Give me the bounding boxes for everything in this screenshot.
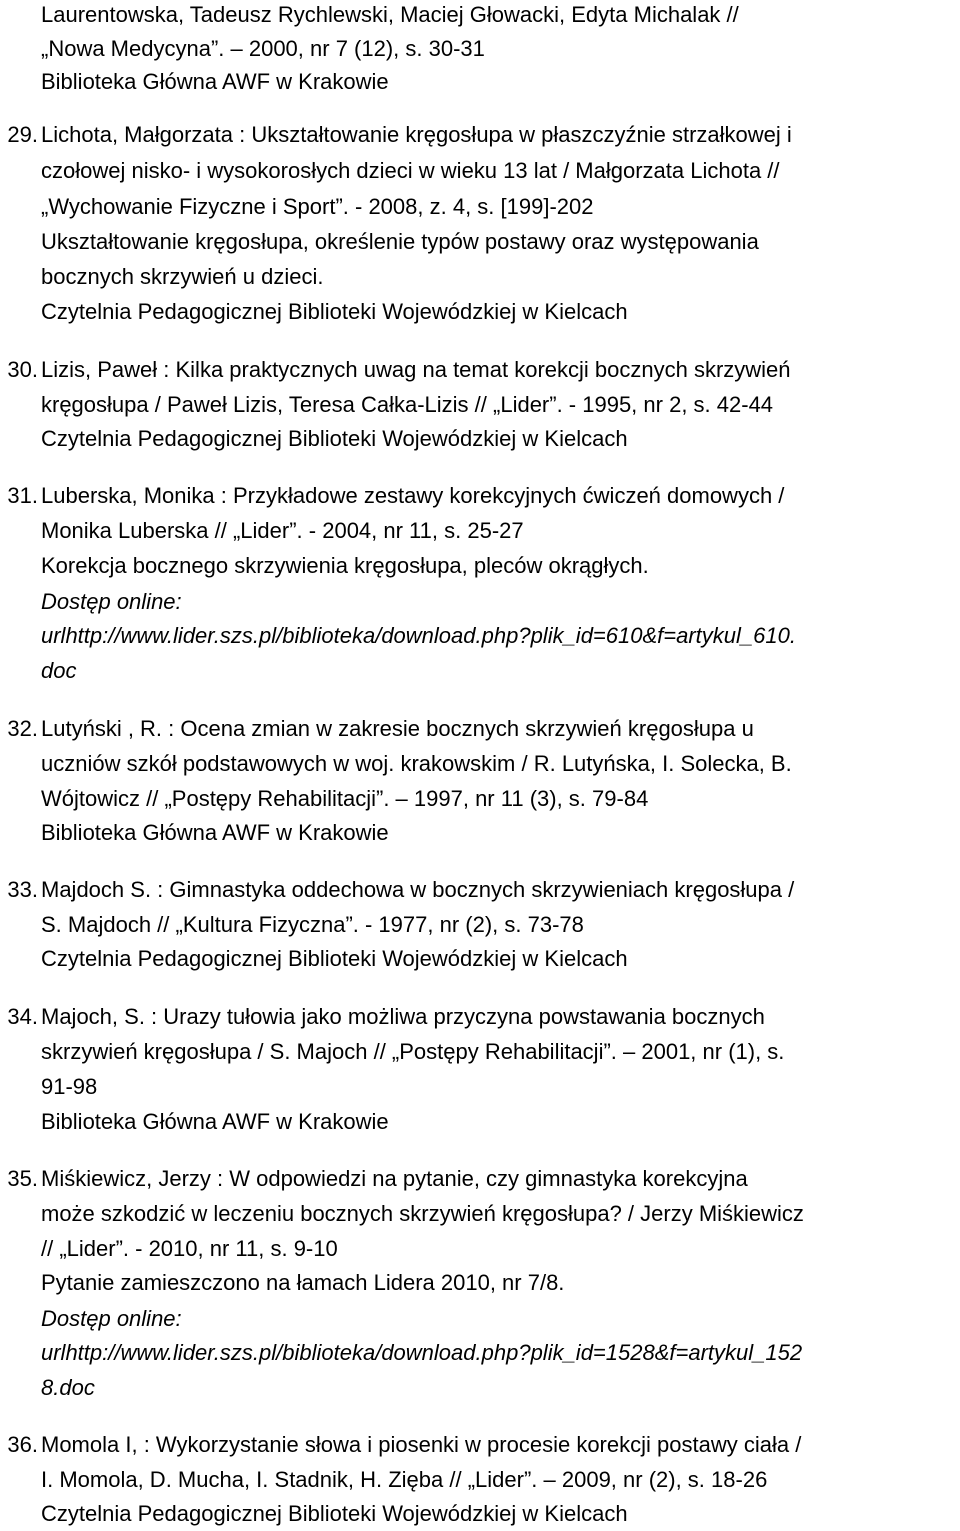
access-online-label: Dostęp online: [41,589,182,614]
entry-line: Laurentowska, Tadeusz Rychlewski, Maciej Głowacki, Edyta Michalak // [41,2,739,27]
entry-line: S. Majdoch // „Kultura Fizyczna”. - 1977, nr (2), s. 73-78 [41,912,584,937]
entry-annotation: Ukształtowanie kręgosłupa, określenie typów postawy oraz występowania [41,229,759,254]
entry-url[interactable]: urlhttp://www.lider.szs.pl/biblioteka/download.php?plik_id=1528&f=artykul_152 [41,1340,803,1365]
entry-location: Czytelnia Pedagogicznej Biblioteki Wojewódzkiej w Kielcach [41,299,628,324]
entry-line: „Wychowanie Fizyczne i Sport”. - 2008, z. 4, s. [199]-202 [41,194,594,219]
entry-number: 29. [7,122,38,147]
entry-line: Monika Luberska // „Lider”. - 2004, nr 11, s. 25-27 [41,518,524,543]
entry-line: // „Lider”. - 2010, nr 11, s. 9-10 [41,1236,338,1261]
entry-line: uczniów szkół podstawowych w woj. krakowskim / R. Lutyńska, I. Solecka, B. [41,751,792,776]
entry-url-continued[interactable]: doc [41,658,77,683]
entry-url-continued[interactable]: 8.doc [41,1375,95,1400]
entry-line: Miśkiewicz, Jerzy : W odpowiedzi na pytanie, czy gimnastyka korekcyjna [41,1166,748,1191]
entry-number: 36. [7,1432,38,1457]
entry-line: Lizis, Paweł : Kilka praktycznych uwag na temat korekcji bocznych skrzywień [41,357,791,382]
entry-annotation: bocznych skrzywień u dzieci. [41,264,324,289]
access-online-label: Dostęp online: [41,1306,182,1331]
entry-number: 30. [7,357,38,382]
entry-annotation: Korekcja bocznego skrzywienia kręgosłupa, pleców okrągłych. [41,553,649,578]
entry-line: 91-98 [41,1074,98,1099]
entry-location: Czytelnia Pedagogicznej Biblioteki Wojewódzkiej w Kielcach [41,946,628,971]
entry-line: Lutyński , R. : Ocena zmian w zakresie bocznych skrzywień kręgosłupa u [41,716,754,741]
entry-line: Majoch, S. : Urazy tułowia jako możliwa przyczyna powstawania bocznych [41,1004,765,1029]
entry-line: czołowej nisko- i wysokorosłych dzieci w wieku 13 lat / Małgorzata Lichota // [41,158,780,183]
entry-annotation: Pytanie zamieszczono na łamach Lidera 2010, nr 7/8. [41,1270,565,1295]
entry-location: Czytelnia Pedagogicznej Biblioteki Wojewódzkiej w Kielcach [41,426,628,451]
entry-line: Majdoch S. : Gimnastyka oddechowa w bocznych skrzywieniach kręgosłupa / [41,877,795,902]
entry-location: Czytelnia Pedagogicznej Biblioteki Wojewódzkiej w Kielcach [41,1501,628,1526]
entry-line: Momola I, : Wykorzystanie słowa i piosenki w procesie korekcji postawy ciała / [41,1432,802,1457]
entry-line: I. Momola, D. Mucha, I. Stadnik, H. Zięba // „Lider”. – 2009, nr (2), s. 18-26 [41,1467,768,1492]
entry-line: kręgosłupa / Paweł Lizis, Teresa Całka-Lizis // „Lider”. - 1995, nr 2, s. 42-44 [41,392,774,417]
entry-number: 35. [7,1166,38,1191]
entry-number: 31. [7,483,38,508]
entry-location: Biblioteka Główna AWF w Krakowie [41,69,389,94]
entry-location: Biblioteka Główna AWF w Krakowie [41,820,389,845]
entry-line: Luberska, Monika : Przykładowe zestawy korekcyjnych ćwiczeń domowych / [41,483,785,508]
entry-line: skrzywień kręgosłupa / S. Majoch // „Postępy Rehabilitacji”. – 2001, nr (1), s. [41,1039,785,1064]
entry-number: 34. [7,1004,38,1029]
entry-number: 32. [7,716,38,741]
entry-location: Biblioteka Główna AWF w Krakowie [41,1109,389,1134]
entry-line: Lichota, Małgorzata : Ukształtowanie kręgosłupa w płaszczyźnie strzałkowej i [41,122,792,147]
entry-number: 33. [7,877,38,902]
entry-line: „Nowa Medycyna”. – 2000, nr 7 (12), s. 30-31 [41,36,485,61]
entry-line: Wójtowicz // „Postępy Rehabilitacji”. – 1997, nr 11 (3), s. 79-84 [41,786,649,811]
entry-url[interactable]: urlhttp://www.lider.szs.pl/biblioteka/download.php?plik_id=610&f=artykul_610. [41,623,796,648]
entry-line: może szkodzić w leczeniu bocznych skrzywień kręgosłupa? / Jerzy Miśkiewicz [41,1201,804,1226]
